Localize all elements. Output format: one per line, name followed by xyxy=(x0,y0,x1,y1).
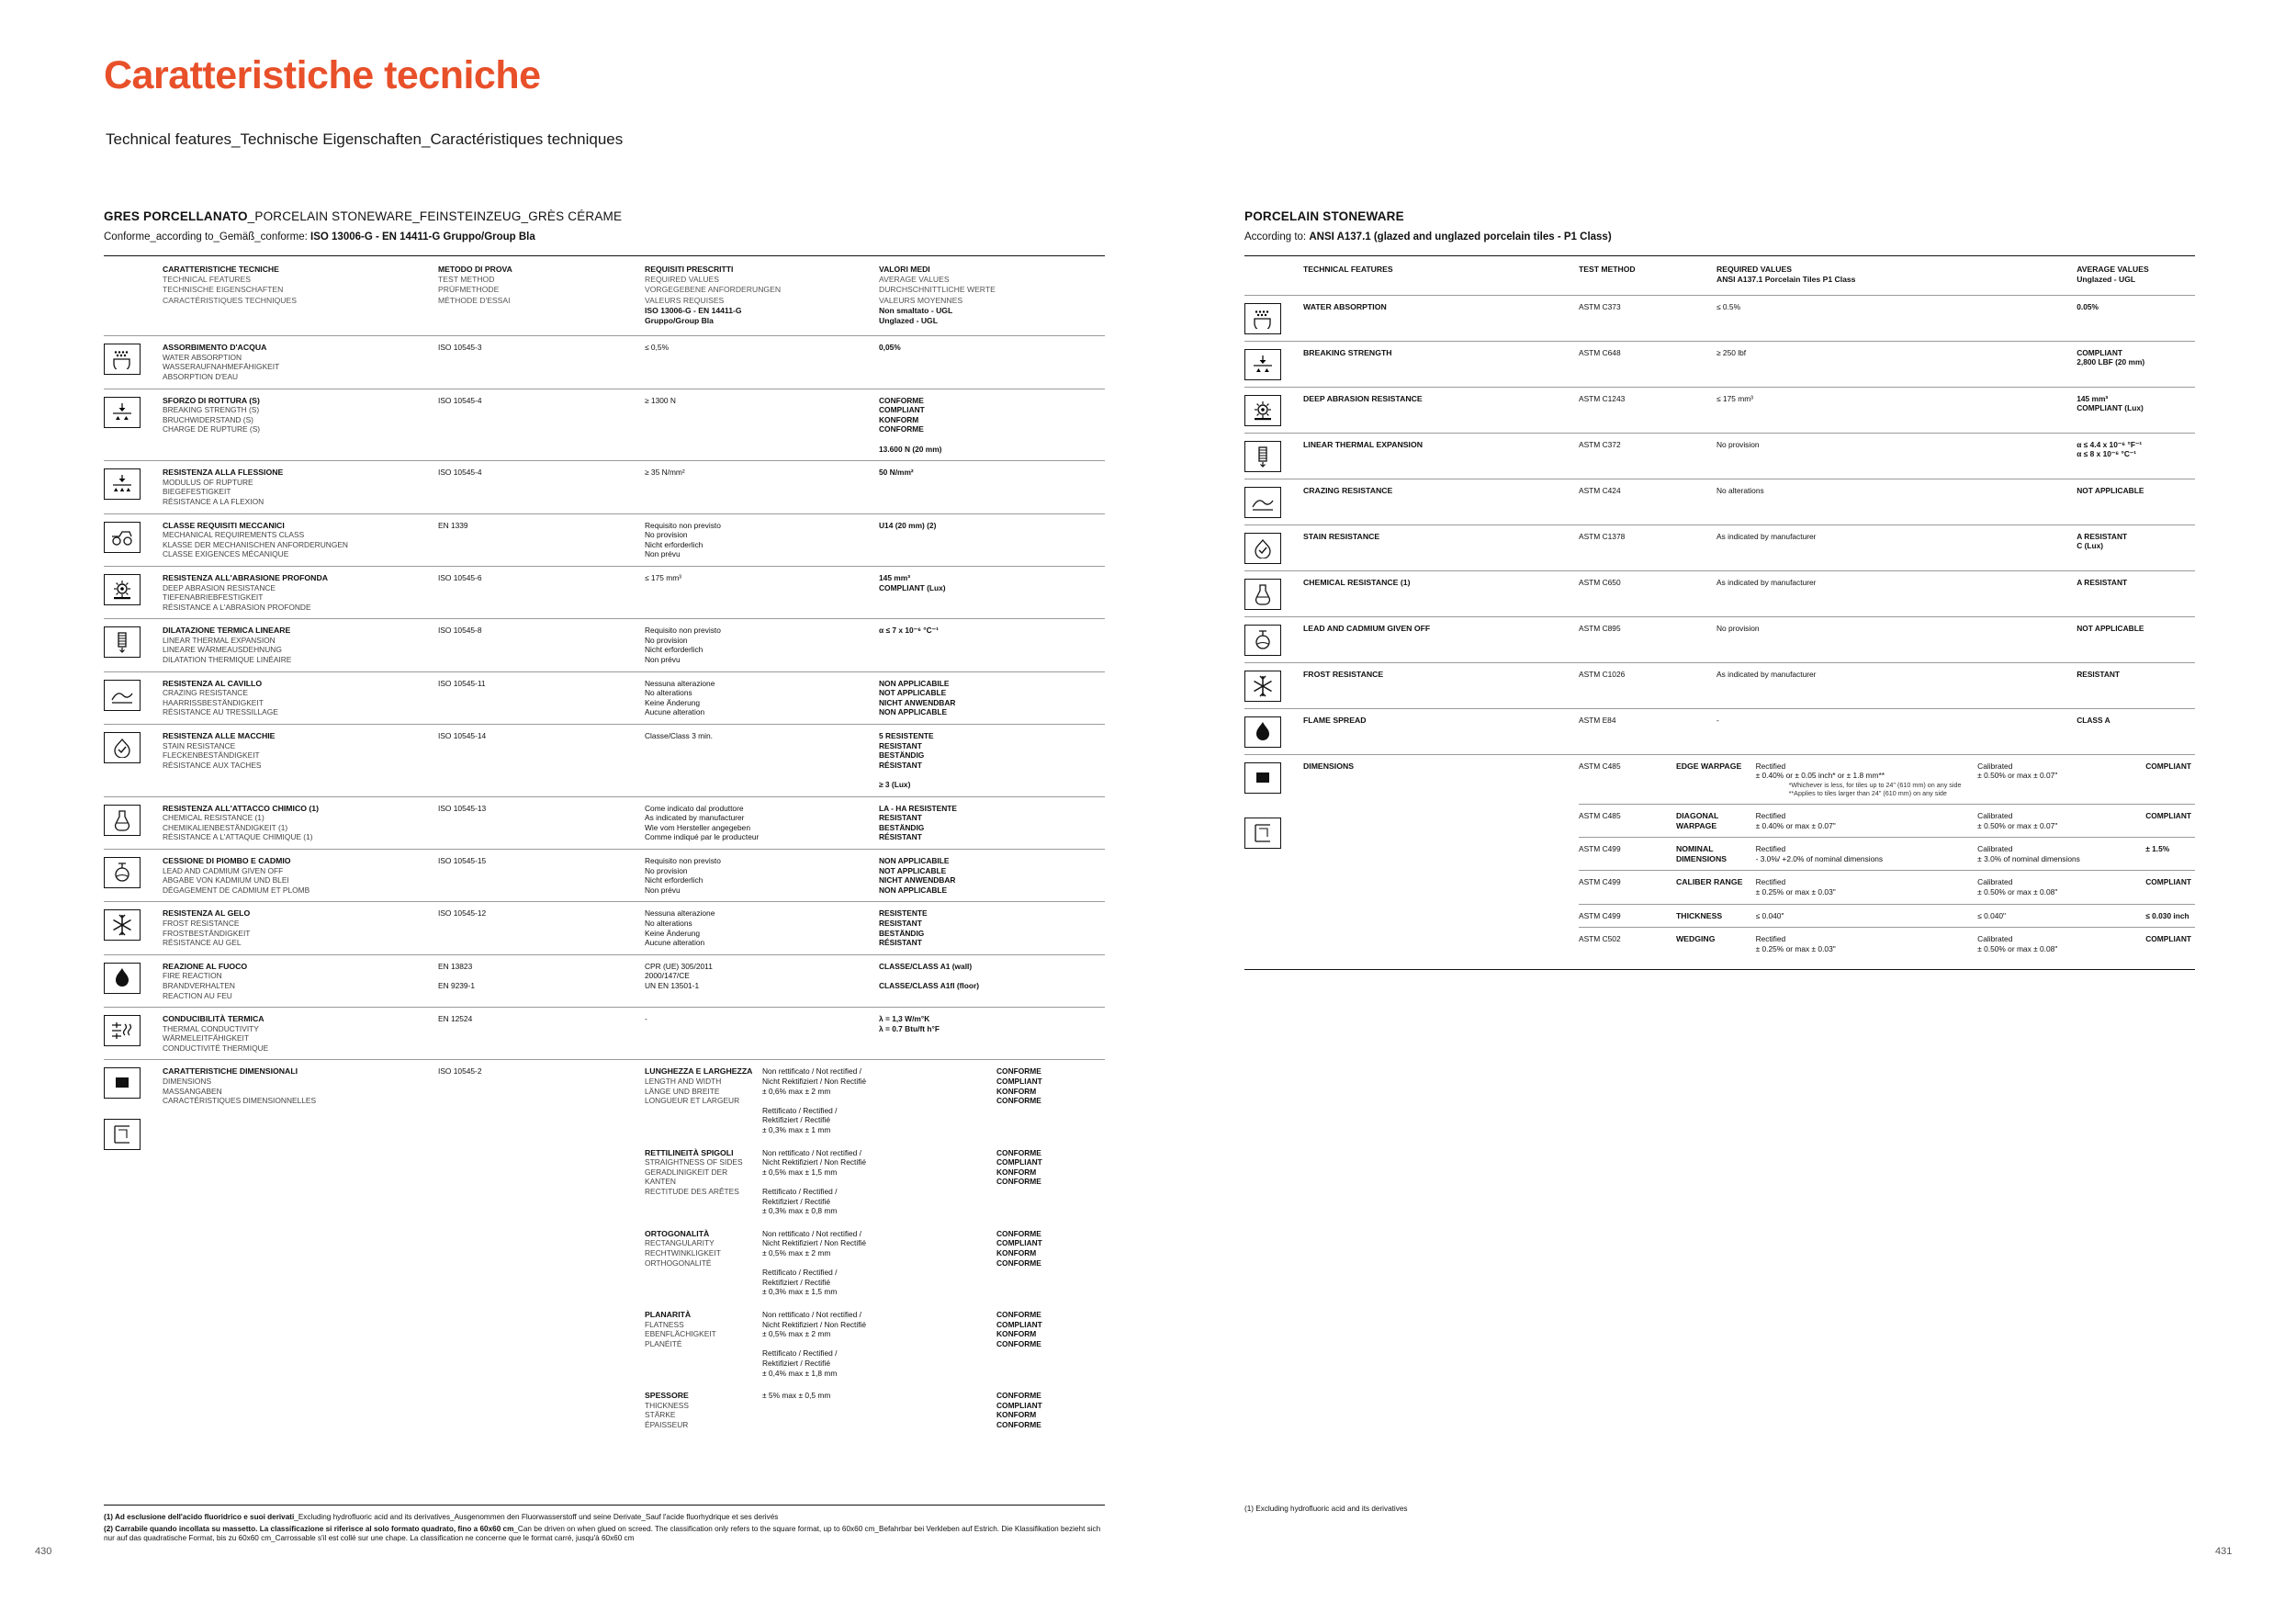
left-header-method: METODO DI PROVA TEST METHOD PRÜFMETHODE MÉTHODE D'ESSAI xyxy=(438,265,512,305)
row-value: COMPLIANT 2,800 LBF (20 mm) xyxy=(2077,347,2145,367)
row-value: 50 N/mm² xyxy=(879,468,914,478)
row-icon-cell xyxy=(1244,342,1303,387)
row-feature: FROST RESISTANCE xyxy=(1303,669,1384,679)
sub-label: THICKNESS xyxy=(1675,910,1723,920)
dimensions-sub-row xyxy=(1579,928,2195,960)
row-method: ASTM C1026 xyxy=(1579,669,1626,679)
sub-method: ASTM C499 xyxy=(1579,877,1621,887)
row-icon-cell xyxy=(1244,663,1303,708)
deep-abrasion-icon xyxy=(104,574,141,605)
water-absorption-icon xyxy=(1244,303,1281,334)
row-feature: DEEP ABRASION RESISTANCE xyxy=(1303,393,1423,403)
row-feature: RESISTENZA AL GELO FROST RESISTANCE FROSTBESTÄNDIGKEIT RÉSISTANCE AU GEL xyxy=(163,908,251,948)
flame-spread-icon xyxy=(1244,716,1281,748)
sub-method: ASTM C485 xyxy=(1579,811,1621,820)
row-feature: REAZIONE AL FUOCO FIRE REACTION BRANDVERHALTEN REACTION AU FEU xyxy=(163,961,248,1000)
sub-required: Non rettificato / Not rectified / Nicht Rektifiziert / Non Rectifié ± 0,5% max ± 1,5 mm Rettificato / Rectified / Rektifiziert / Rectifié ± 0,3% max ± 0,8 mm xyxy=(762,1147,867,1216)
table-row xyxy=(104,902,1105,953)
sub-label: WEDGING xyxy=(1675,934,1716,944)
table-row xyxy=(1244,296,2195,341)
row-required: ≤ 0,5% xyxy=(645,343,670,353)
left-section-title-bold: GRES PORCELLANATO xyxy=(104,209,248,223)
sub-required: Rectified ± 0.40% or max ± 0.07" xyxy=(1755,811,1836,830)
page-number-right: 431 xyxy=(2215,1546,2233,1557)
row-icon-cell xyxy=(104,461,163,513)
row-required: ≤ 175 mm³ xyxy=(1716,393,1753,403)
dimensional-sub-row xyxy=(645,1303,1105,1384)
right-footnote-1: (1) Excluding hydrofluoric acid and its derivatives xyxy=(1244,1505,1408,1513)
right-table-header xyxy=(1244,256,2195,295)
sub-method: ASTM C485 xyxy=(1579,761,1621,771)
stain-resistance-icon xyxy=(104,732,141,763)
sub-calibrated: ≤ 0.040" xyxy=(1977,910,2007,920)
frost-resistance-icon xyxy=(104,909,141,941)
row-method: ISO 10545-12 xyxy=(438,908,487,919)
row-value: NON APPLICABILE NOT APPLICABLE NICHT ANWENDBAR NON APPLICABLE xyxy=(879,855,956,895)
row-feature: CESSIONE DI PIOMBO E CADMIO LEAD AND CADMIUM GIVEN OFF ABGABE VON KADMIUM UND BLEI DÉGAGEMENT DE CADMIUM ET PLOMB xyxy=(163,855,310,895)
row-feature: DILATAZIONE TERMICA LINEARE LINEAR THERMAL EXPANSION LINEARE WÄRMEAUSDEHNUNG DILATATION THERMIQUE LINÉAIRE xyxy=(163,626,292,665)
sub-calibrated: Calibrated ± 0.50% or max ± 0.08" xyxy=(1977,877,2058,897)
page-subtitle: Technical features_Technische Eigenschaften_Caractéristiques techniques xyxy=(106,130,624,148)
row-method: ASTM C650 xyxy=(1579,577,1621,587)
row-icon-cell xyxy=(104,902,163,953)
row-required: ≥ 35 N/mm² xyxy=(645,468,685,478)
row-value: A RESISTANT xyxy=(2077,577,2128,587)
sub-required: Non rettificato / Not rectified / Nicht Rektifiziert / Non Rectifié ± 0,5% max ± 2 mm Rettificato / Rectified / Rektifiziert / Rectifié ± 0,3% max ± 1,5 mm xyxy=(762,1228,867,1297)
row-icon-cell xyxy=(1244,525,1303,570)
left-header-features: CARATTERISTICHE TECNICHE TECHNICAL FEATURES TECHNISCHE EIGENSCHAFTEN CARACTÉRISTIQUES TECHNIQUES xyxy=(163,265,297,305)
deep-abrasion-icon xyxy=(1244,395,1281,426)
table-row xyxy=(1244,434,2195,479)
row-feature: BREAKING STRENGTH xyxy=(1303,347,1392,357)
row-icon-cell xyxy=(1244,479,1303,524)
sub-label: SPESSORE THICKNESS STÄRKE ÉPAISSEUR xyxy=(645,1391,689,1429)
row-icon-cell xyxy=(104,1008,163,1059)
sub-label: ORTOGONALITÀ RECTANGULARITY RECHTWINKLIGKEIT ORTHOGONALITÉ xyxy=(645,1228,721,1268)
row-method: ASTM C648 xyxy=(1579,347,1621,357)
sub-calibrated: Calibrated ± 0.50% or max ± 0.07" xyxy=(1977,761,2058,781)
row-icon-cell xyxy=(1244,755,1303,961)
row-method: EN 13823 EN 9239-1 xyxy=(438,961,476,991)
row-value: LA - HA RESISTENTE RESISTANT BESTÄNDIG RÉSISTANT xyxy=(879,803,957,842)
row-feature: SFORZO DI ROTTURA (S) BREAKING STRENGTH (S) BRUCHWIDERSTAND (S) CHARGE DE RUPTURE (S) xyxy=(163,395,261,434)
right-section-title: PORCELAIN STONEWARE xyxy=(1244,209,1404,223)
table-row xyxy=(104,672,1105,724)
crazing-resistance-icon xyxy=(104,680,141,711)
row-icon-cell xyxy=(1244,296,1303,341)
row-method: ISO 10545-4 xyxy=(438,395,482,405)
right-header-icon-spacer xyxy=(1244,256,1303,295)
row-icon-cell xyxy=(104,619,163,671)
row-required: Nessuna alterazione No alterations Keine Änderung Aucune alteration xyxy=(645,678,715,717)
left-table-header xyxy=(104,256,1105,335)
table-row xyxy=(104,514,1105,566)
dimensional-subtable-cell xyxy=(645,1060,1105,1436)
row-required: ≥ 1300 N xyxy=(645,395,676,405)
left-header-icon-spacer xyxy=(104,256,163,335)
row-feature: RESISTENZA ALL'ATTACCO CHIMICO (1) CHEMICAL RESISTANCE (1) CHEMIKALIENBESTÄNDIGKEIT (1) RÉSISTANCE A L'ATTAQUE CHIMIQUE (1) xyxy=(163,803,320,842)
sub-calibrated: Calibrated ± 0.50% or max ± 0.07" xyxy=(1977,811,2058,830)
left-footnote-1: (1) Ad esclusione dell'acido fluoridrico e suoi derivati_Excluding hydrofluoric acid and its derivatives_Ausgenommen den Fluorwasserstoff und seine Derivate_Sauf l'acide fluorhydrique et ses derivés xyxy=(104,1513,779,1521)
sub-label: CALIBER RANGE xyxy=(1675,877,1743,887)
row-method: ASTM C1378 xyxy=(1579,531,1626,541)
lead-cadmium-icon xyxy=(104,857,141,888)
row-feature: RESISTENZA AL CAVILLO CRAZING RESISTANCE HAARRISSBESTÄNDIGKEIT RÉSISTANCE AU TRESSILLAGE xyxy=(163,678,278,717)
sub-required: Rectified - 3.0%/ +2.0% of nominal dimensions xyxy=(1755,844,1884,863)
row-required: Classe/Class 3 min. xyxy=(645,731,714,741)
sub-calibrated: Calibrated ± 3.0% of nominal dimensions xyxy=(1977,844,2080,863)
table-row xyxy=(104,1008,1105,1059)
row-required: Requisito non previsto No provision Nicht erforderlich Non prévu xyxy=(645,520,721,559)
sub-value: COMPLIANT xyxy=(2145,934,2191,944)
table-row xyxy=(1244,388,2195,433)
page-number-left: 430 xyxy=(35,1546,52,1557)
row-feature: CONDUCIBILITÀ TERMICA THERMAL CONDUCTIVITY WÄRMELEITFÄHIGKEIT CONDUCTIVITÉ THERMIQUE xyxy=(163,1014,269,1053)
dimensions-icon xyxy=(104,1067,141,1099)
row-icon-cell xyxy=(104,850,163,901)
dimensional-feature: CARATTERISTICHE DIMENSIONALI DIMENSIONS MASSANGABEN CARACTÉRISTIQUES DIMENSIONNELLES xyxy=(163,1066,317,1106)
dimensions-icon xyxy=(1244,762,1281,794)
row-value: 145 mm³ COMPLIANT (Lux) xyxy=(2077,393,2144,413)
table-row xyxy=(104,389,1105,461)
right-column xyxy=(1244,209,2195,970)
sub-method: ASTM C499 xyxy=(1579,844,1621,854)
dimensions-row xyxy=(1244,755,2195,961)
sub-value: COMPLIANT xyxy=(2145,811,2191,820)
row-feature: RESISTENZA ALLA FLESSIONE MODULUS OF RUPTURE BIEGEFESTIGKEIT RÉSISTANCE A LA FLEXION xyxy=(163,468,284,506)
sub-value: CONFORME COMPLIANT KONFORM CONFORME xyxy=(996,1147,1042,1187)
left-conforme xyxy=(104,231,1105,242)
table-row xyxy=(1244,525,2195,570)
sub-required: Rectified ± 0.40% or ± 0.05 inch* or ± 1.8 mm** *Whichever is less, for tiles up to 24" (610 mm) on any side **Applies to tiles larger than 24" (610 mm) on any side xyxy=(1755,761,1962,797)
row-icon-cell xyxy=(1244,571,1303,616)
row-value: RESISTANT xyxy=(2077,669,2121,679)
table-row xyxy=(104,461,1105,513)
chemical-resistance-icon xyxy=(1244,579,1281,610)
dimensional-sub-row xyxy=(645,1384,1105,1436)
row-method: ASTM C372 xyxy=(1579,439,1621,449)
row-method: ISO 10545-13 xyxy=(438,803,487,813)
sub-label: EDGE WARPAGE xyxy=(1675,761,1742,771)
row-required: No provision xyxy=(1716,439,1760,449)
sub-required: Non rettificato / Not rectified / Nicht Rektifiziert / Non Rectifié ± 0,6% max ± 2 mm Rettificato / Rectified / Rektifiziert / Rectifié ± 0,3% max ± 1 mm xyxy=(762,1066,867,1135)
table-row xyxy=(1244,342,2195,387)
sub-value: ≤ 0.030 inch xyxy=(2145,910,2189,920)
row-method: ASTM C373 xyxy=(1579,301,1621,311)
sub-required: Rectified ± 0.25% or max ± 0.03" xyxy=(1755,877,1836,897)
row-value: CLASSE/CLASS A1 (wall) CLASSE/CLASS A1fl (floor) xyxy=(879,961,980,990)
row-feature: LEAD AND CADMIUM GIVEN OFF xyxy=(1303,623,1431,633)
row-method: ASTM C424 xyxy=(1579,485,1621,495)
row-method: ISO 10545-15 xyxy=(438,855,487,865)
mechanical-class-icon xyxy=(104,522,141,553)
row-feature: FLAME SPREAD xyxy=(1303,715,1367,725)
thermal-expansion-icon xyxy=(1244,441,1281,472)
sub-method: ASTM C502 xyxy=(1579,934,1621,944)
sub-calibrated: Calibrated ± 0.50% or max ± 0.08" xyxy=(1977,934,2058,953)
right-according xyxy=(1244,231,2195,242)
row-required: As indicated by manufacturer xyxy=(1716,669,1817,679)
frost-resistance-icon xyxy=(1244,671,1281,702)
table-row xyxy=(1244,663,2195,708)
dimensional-tool-icon xyxy=(104,1119,141,1150)
stain-resistance-icon xyxy=(1244,533,1281,564)
dimensions-sub-row xyxy=(1579,905,2195,928)
table-row xyxy=(1244,571,2195,616)
table-row xyxy=(104,567,1105,618)
row-required: CPR (UE) 305/2011 2000/147/CE UN EN 13501-1 xyxy=(645,961,713,990)
row-icon-cell xyxy=(1244,388,1303,433)
dimensional-tool-icon xyxy=(1244,818,1281,849)
right-header-features: TECHNICAL FEATURES xyxy=(1303,265,1393,274)
row-required: ≤ 175 mm³ xyxy=(645,572,681,582)
row-value: 5 RESISTENTE RESISTANT BESTÄNDIG RÉSISTANT ≥ 3 (Lux) xyxy=(879,731,934,789)
dimensions-sub-row xyxy=(1579,755,2195,804)
row-feature: ASSORBIMENTO D'ACQUA WATER ABSORPTION WASSERAUFNAHMEFÄHIGKEIT ABSORPTION D'EAU xyxy=(163,343,280,381)
table-row xyxy=(1244,617,2195,662)
row-method: ASTM C895 xyxy=(1579,623,1621,633)
sub-value: COMPLIANT xyxy=(2145,761,2191,771)
row-value: λ = 1,3 W/m°K λ = 0.7 Btu/ft h°F xyxy=(879,1014,940,1033)
row-value: 0.05% xyxy=(2077,301,2099,311)
row-method: ISO 10545-4 xyxy=(438,468,482,478)
sub-required: ≤ 0.040" xyxy=(1755,910,1784,920)
row-feature: CHEMICAL RESISTANCE (1) xyxy=(1303,577,1411,587)
row-value: U14 (20 mm) (2) xyxy=(879,520,937,530)
water-absorption-icon xyxy=(104,344,141,375)
table-row xyxy=(104,797,1105,849)
row-icon-cell xyxy=(1244,617,1303,662)
sub-label: PLANARITÀ FLATNESS EBENFLÄCHIGKEIT PLANÉITÉ xyxy=(645,1309,716,1348)
sub-required: Non rettificato / Not rectified / Nicht Rektifiziert / Non Rectifié ± 0,5% max ± 2 mm Rettificato / Rectified / Rektifiziert / Rectifié ± 0,4% max ± 1,8 mm xyxy=(762,1309,867,1378)
left-section-title-rest: _PORCELAIN STONEWARE_FEINSTEINZEUG_GRÈS CÉRAME xyxy=(247,209,623,223)
row-icon-cell xyxy=(104,672,163,724)
table-row xyxy=(104,725,1105,796)
row-feature: CLASSE REQUISITI MECCANICI MECHANICAL REQUIREMENTS CLASS KLASSE DER MECHANISCHEN ANFORDERUNGEN CLASSE EXIGENCES MÉCANIQUE xyxy=(163,520,348,559)
row-method: EN 12524 xyxy=(438,1014,473,1024)
right-header-required: REQUIRED VALUES ANSI A137.1 Porcelain Tiles P1 Class xyxy=(1716,265,1856,285)
row-required: Nessuna alterazione No alterations Keine Änderung Aucune alteration xyxy=(645,908,715,948)
row-value: NON APPLICABILE NOT APPLICABLE NICHT ANWENDBAR NON APPLICABLE xyxy=(879,678,956,717)
row-value: NOT APPLICABLE xyxy=(2077,623,2144,633)
row-method: ISO 10545-3 xyxy=(438,343,482,353)
row-icon-cell xyxy=(104,336,163,388)
row-value: A RESISTANT C (Lux) xyxy=(2077,531,2128,551)
row-feature: RESISTENZA ALL'ABRASIONE PROFONDA DEEP ABRASION RESISTANCE TIEFENABRIEBFESTIGKEIT RÉSISTANCE A L'ABRASION PROFONDE xyxy=(163,572,329,612)
row-method: ASTM E84 xyxy=(1579,715,1616,725)
sub-label: NOMINAL DIMENSIONS xyxy=(1675,844,1728,863)
row-required: ≥ 250 lbf xyxy=(1716,347,1747,357)
row-required: Requisito non previsto No provision Nicht erforderlich Non prévu xyxy=(645,855,721,895)
page-title: Caratteristiche tecniche xyxy=(104,53,541,97)
sub-value: CONFORME COMPLIANT KONFORM CONFORME xyxy=(996,1309,1042,1348)
dimensional-subtable xyxy=(645,1060,1105,1436)
right-according-value: ANSI A137.1 (glazed and unglazed porcelain tiles - P1 Class) xyxy=(1309,231,1612,242)
sub-value: CONFORME COMPLIANT KONFORM CONFORME xyxy=(996,1391,1042,1429)
row-feature: RESISTENZA ALLE MACCHIE STAIN RESISTANCE FLECKENBESTÄNDIGKEIT RÉSISTANCE AUX TACHES xyxy=(163,731,276,770)
fire-reaction-icon xyxy=(104,963,141,994)
row-feature: WATER ABSORPTION xyxy=(1303,301,1387,311)
right-table xyxy=(1244,256,2195,960)
sub-method: ASTM C499 xyxy=(1579,910,1621,920)
right-header-method: TEST METHOD xyxy=(1579,265,1636,274)
row-feature: STAIN RESISTANCE xyxy=(1303,531,1380,541)
dimensional-method: ISO 10545-2 xyxy=(438,1066,482,1077)
table-row xyxy=(104,850,1105,901)
modulus-rupture-icon xyxy=(104,468,141,500)
sub-required: ± 5% max ± 0,5 mm xyxy=(762,1391,831,1401)
row-feature: CRAZING RESISTANCE xyxy=(1303,485,1393,495)
left-footnotes xyxy=(104,1505,1105,1544)
row-required: Come indicato dal produttore As indicated by manufacturer Wie vom Hersteller angegeben Comme indiqué par le producteur xyxy=(645,803,760,842)
dimensional-characteristics-row xyxy=(104,1060,1105,1436)
row-required: - xyxy=(1716,715,1719,725)
dimensions-sub-row xyxy=(1579,838,2195,870)
left-header-required: REQUISITI PRESCRITTI REQUIRED VALUES VORGEGEBENE ANFORDERUNGEN VALEURS REQUISES ISO 13006-G - EN 14411-G Gruppo/Group Bla xyxy=(645,265,782,326)
right-footnotes xyxy=(1244,1505,2195,1513)
row-value: NOT APPLICABLE xyxy=(2077,485,2144,495)
sub-value: COMPLIANT xyxy=(2145,877,2191,887)
dimensions-subtable-cell xyxy=(1579,755,2195,961)
row-method: ISO 10545-11 xyxy=(438,678,486,688)
row-icon-cell xyxy=(104,514,163,566)
row-required: As indicated by manufacturer xyxy=(1716,531,1817,541)
row-method: ASTM C1243 xyxy=(1579,393,1626,403)
left-column xyxy=(104,209,1105,1436)
sub-label: RETTILINEITÀ SPIGOLI STRAIGHTNESS OF SIDES GERADLINIGKEIT DER KANTEN RECTITUDE DES ARÊTES xyxy=(645,1147,743,1196)
row-required: No provision xyxy=(1716,623,1760,633)
left-conforme-value: ISO 13006-G - EN 14411-G Gruppo/Group Bla xyxy=(310,231,535,242)
row-icon-cell xyxy=(104,797,163,849)
row-value: CLASS A xyxy=(2077,715,2110,725)
left-conforme-label: Conforme_according to_Gemäß_conforme: xyxy=(104,231,308,242)
row-value: RESISTENTE RESISTANT BESTÄNDIG RÉSISTANT xyxy=(879,908,928,948)
table-row xyxy=(104,336,1105,388)
thermal-expansion-icon xyxy=(104,626,141,658)
row-icon-cell xyxy=(1244,434,1303,479)
breaking-strength-icon xyxy=(1244,349,1281,380)
row-icon-cell xyxy=(104,955,163,1007)
dimensions-sub-row xyxy=(1579,871,2195,903)
row-required: ≤ 0.5% xyxy=(1716,301,1741,311)
dimensions-subtable xyxy=(1579,755,2195,961)
left-section-title xyxy=(104,209,1105,223)
row-required: No alterations xyxy=(1716,485,1764,495)
row-required: - xyxy=(645,1014,647,1024)
dimensions-feature: DIMENSIONS xyxy=(1303,761,1355,771)
left-footnote-2: (2) Carrabile quando incollata su massetto. La classificazione si riferisce al solo formato quadrato, fino a 60x60 cm_Can be driven on when glued on screed. The classification only refers to the square format, up to 60x60 cm_Befahrbar bei Verkleben auf Estrich. Die Klassifikation bezieht sich nur auf das quadratische Format, bis zu 60x60 cm_Carrossable s'il est collé sur une chape. La classification ne concerne que le format carré, jusqu'à 60x60 cm xyxy=(104,1524,1101,1543)
row-method: ISO 10545-6 xyxy=(438,572,482,582)
row-value: α ≤ 7 x 10⁻⁶ °C⁻¹ xyxy=(879,626,939,636)
sub-required: Rectified ± 0.25% or max ± 0.03" xyxy=(1755,934,1836,953)
breaking-strength-icon xyxy=(104,397,141,428)
right-according-label: According to: xyxy=(1244,231,1307,242)
table-row xyxy=(104,619,1105,671)
right-header-values: AVERAGE VALUES Unglazed - UGL xyxy=(2077,265,2149,285)
sub-label: LUNGHEZZA E LARGHEZZA LENGTH AND WIDTH LÄNGE UND BREITE LONGUEUR ET LARGEUR xyxy=(645,1066,753,1106)
row-method: EN 1339 xyxy=(438,520,468,530)
row-value: α ≤ 4.4 x 10⁻⁶ °F⁻¹ α ≤ 8 x 10⁻⁶ °C⁻¹ xyxy=(2077,439,2143,459)
sub-label: DIAGONAL WARPAGE xyxy=(1675,811,1719,830)
sub-value: CONFORME COMPLIANT KONFORM CONFORME xyxy=(996,1228,1042,1268)
right-bottom-rule xyxy=(1244,969,2195,970)
dimensions-sub-row xyxy=(1579,805,2195,837)
row-method: ISO 10545-8 xyxy=(438,626,482,636)
thermal-conductivity-icon xyxy=(104,1015,141,1046)
row-required: As indicated by manufacturer xyxy=(1716,577,1817,587)
row-icon-cell xyxy=(104,1060,163,1436)
row-value: CONFORME COMPLIANT KONFORM CONFORME 13.600 N (20 mm) xyxy=(879,395,942,454)
table-row xyxy=(1244,479,2195,524)
row-icon-cell xyxy=(104,567,163,618)
dimensional-sub-row xyxy=(645,1142,1105,1223)
left-table xyxy=(104,256,1105,1436)
sub-value: CONFORME COMPLIANT KONFORM CONFORME xyxy=(996,1066,1042,1106)
table-row xyxy=(104,955,1105,1007)
row-icon-cell xyxy=(104,389,163,461)
lead-cadmium-icon xyxy=(1244,625,1281,656)
row-value: 0,05% xyxy=(879,343,901,353)
dimensional-sub-row xyxy=(645,1223,1105,1303)
row-method: ISO 10545-14 xyxy=(438,731,487,741)
row-required: Requisito non previsto No provision Nicht erforderlich Non prévu xyxy=(645,626,721,665)
left-header-values: VALORI MEDI AVERAGE VALUES DURCHSCHNITTLICHE WERTE VALEURS MOYENNES Non smaltato - UGL Unglazed - UGL xyxy=(879,265,996,326)
row-feature: LINEAR THERMAL EXPANSION xyxy=(1303,439,1423,449)
dimensional-sub-row xyxy=(645,1060,1105,1141)
table-row xyxy=(1244,709,2195,754)
chemical-resistance-icon xyxy=(104,805,141,836)
sub-value: ± 1.5% xyxy=(2145,844,2170,854)
row-value: 145 mm³ COMPLIANT (Lux) xyxy=(879,572,946,592)
crazing-resistance-icon xyxy=(1244,487,1281,518)
row-icon-cell xyxy=(104,725,163,796)
row-icon-cell xyxy=(1244,709,1303,754)
